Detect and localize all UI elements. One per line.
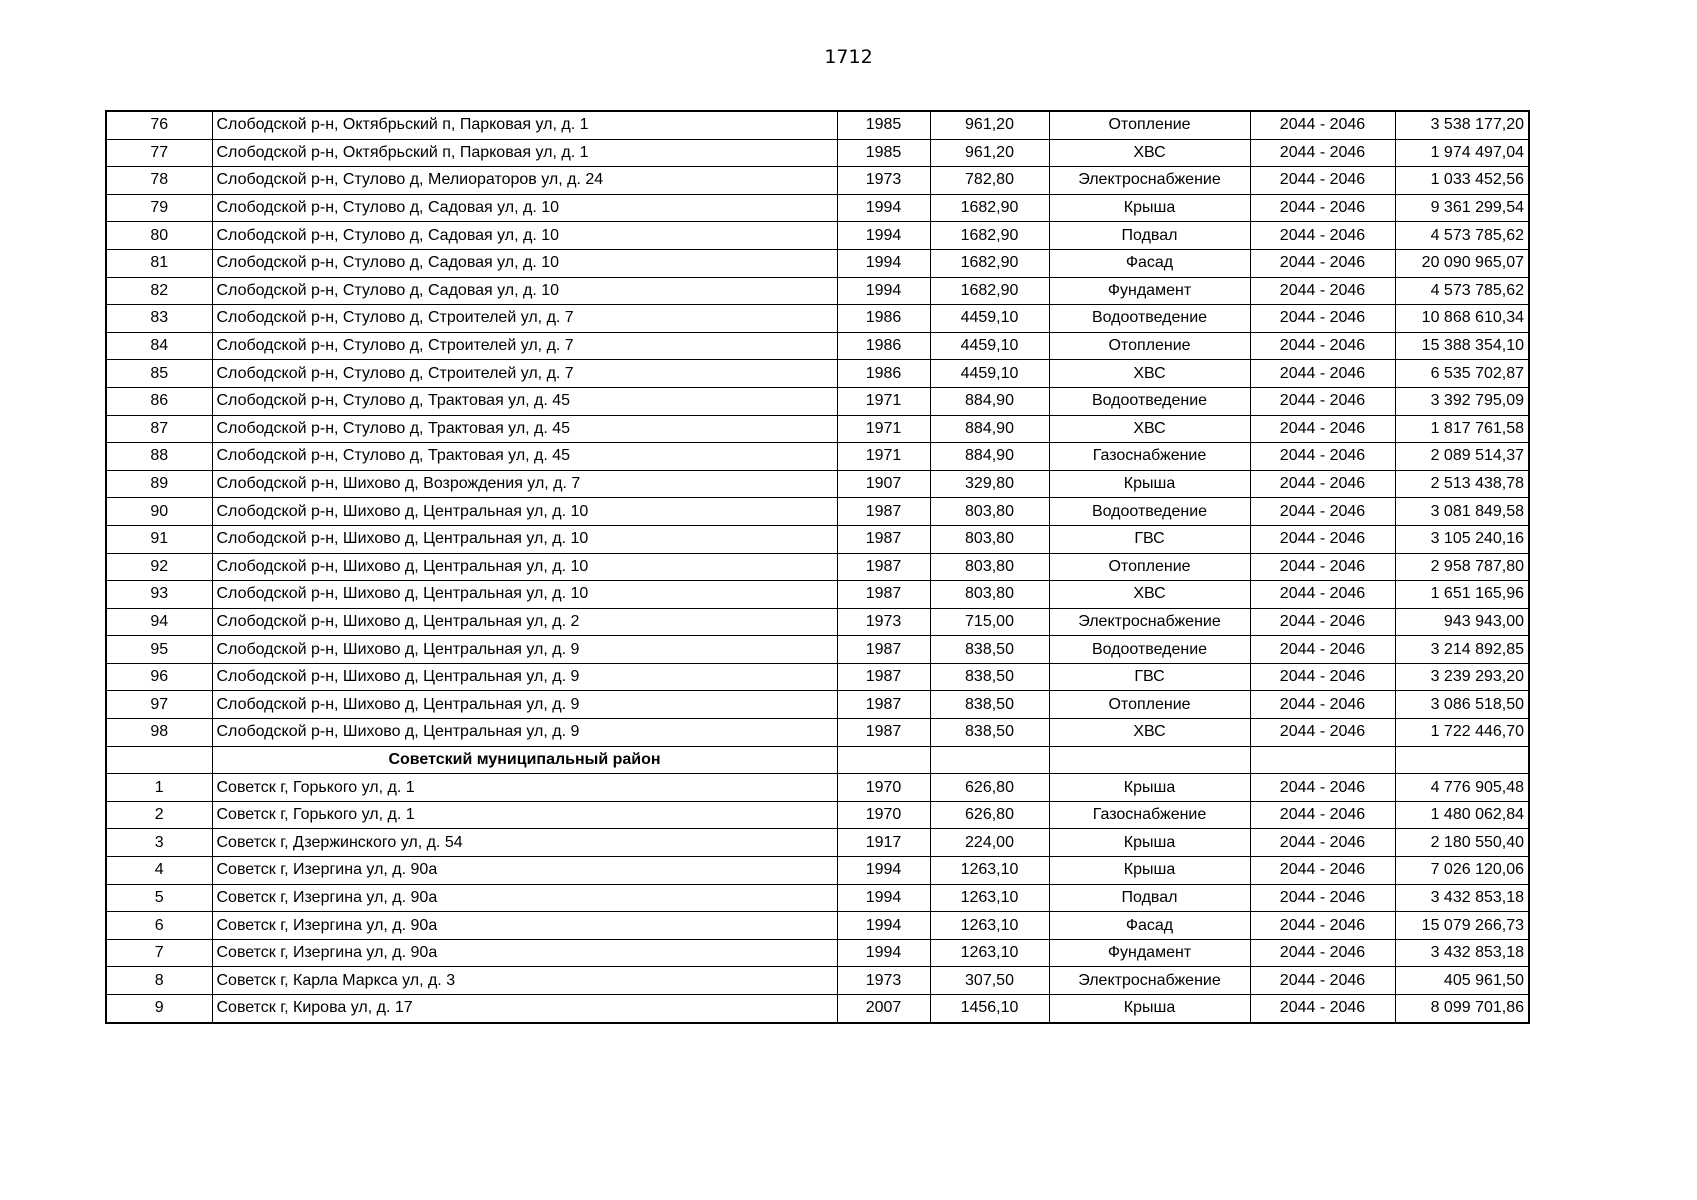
empty-cell: [930, 746, 1049, 774]
area-cell: 838,50: [930, 691, 1049, 719]
period-cell: 2044 - 2046: [1250, 912, 1395, 940]
work-type-cell: Отопление: [1049, 691, 1250, 719]
cost-cell: 405 961,50: [1395, 967, 1529, 995]
work-type-cell: Водоотведение: [1049, 387, 1250, 415]
area-cell: 1263,10: [930, 857, 1049, 885]
area-cell: 884,90: [930, 415, 1049, 443]
cost-cell: 3 239 293,20: [1395, 663, 1529, 691]
row-number: 9: [106, 995, 212, 1023]
address-cell: Слободской р-н, Стулово д, Садовая ул, д. 10: [212, 194, 837, 222]
table-row: [106, 111, 1529, 139]
cost-cell: 3 432 853,18: [1395, 884, 1529, 912]
period-cell: 2044 - 2046: [1250, 443, 1395, 471]
build-year-cell: 1970: [837, 774, 930, 802]
build-year-cell: 1987: [837, 581, 930, 609]
cost-cell: 1 651 165,96: [1395, 581, 1529, 609]
row-number: 4: [106, 857, 212, 885]
row-number: 76: [106, 111, 212, 139]
area-cell: 1263,10: [930, 912, 1049, 940]
cost-cell: 3 105 240,16: [1395, 525, 1529, 553]
address-cell: Советск г, Горького ул, д. 1: [212, 801, 837, 829]
cost-cell: 1 033 452,56: [1395, 167, 1529, 195]
address-cell: Слободской р-н, Октябрьский п, Парковая ул, д. 1: [212, 111, 837, 139]
table-row: [106, 719, 1529, 747]
cost-cell: 15 388 354,10: [1395, 332, 1529, 360]
section-header-row: [106, 746, 1529, 774]
period-cell: 2044 - 2046: [1250, 636, 1395, 664]
row-number: 7: [106, 939, 212, 967]
build-year-cell: 1907: [837, 470, 930, 498]
cost-cell: 2 513 438,78: [1395, 470, 1529, 498]
address-cell: Советск г, Изергина ул, д. 90а: [212, 939, 837, 967]
table-row: [106, 305, 1529, 333]
row-number: 1: [106, 774, 212, 802]
area-cell: 1456,10: [930, 995, 1049, 1023]
work-type-cell: Водоотведение: [1049, 636, 1250, 664]
work-type-cell: Фасад: [1049, 912, 1250, 940]
address-cell: Слободской р-н, Стулово д, Садовая ул, д. 10: [212, 277, 837, 305]
area-cell: 4459,10: [930, 305, 1049, 333]
address-cell: Слободской р-н, Шихово д, Центральная ул, д. 10: [212, 581, 837, 609]
period-cell: 2044 - 2046: [1250, 387, 1395, 415]
address-cell: Советск г, Дзержинского ул, д. 54: [212, 829, 837, 857]
table-row: [106, 194, 1529, 222]
work-type-cell: ГВС: [1049, 663, 1250, 691]
address-cell: Советск г, Горького ул, д. 1: [212, 774, 837, 802]
table-row: [106, 167, 1529, 195]
period-cell: 2044 - 2046: [1250, 167, 1395, 195]
table-row: [106, 470, 1529, 498]
build-year-cell: 1994: [837, 857, 930, 885]
area-cell: 1682,90: [930, 277, 1049, 305]
table-row: [106, 277, 1529, 305]
cost-cell: 1 722 446,70: [1395, 719, 1529, 747]
build-year-cell: 1994: [837, 939, 930, 967]
row-number: 93: [106, 581, 212, 609]
period-cell: 2044 - 2046: [1250, 525, 1395, 553]
area-cell: 961,20: [930, 111, 1049, 139]
work-type-cell: Электроснабжение: [1049, 608, 1250, 636]
row-number: 86: [106, 387, 212, 415]
work-type-cell: Фасад: [1049, 249, 1250, 277]
build-year-cell: 1987: [837, 636, 930, 664]
build-year-cell: 1994: [837, 277, 930, 305]
area-cell: 307,50: [930, 967, 1049, 995]
cost-cell: 3 538 177,20: [1395, 111, 1529, 139]
row-number: 81: [106, 249, 212, 277]
area-cell: 1682,90: [930, 222, 1049, 250]
area-cell: 626,80: [930, 801, 1049, 829]
table-row: [106, 801, 1529, 829]
area-cell: 838,50: [930, 663, 1049, 691]
cost-cell: 4 573 785,62: [1395, 222, 1529, 250]
build-year-cell: 1986: [837, 332, 930, 360]
row-number: 94: [106, 608, 212, 636]
address-cell: Слободской р-н, Шихово д, Центральная ул, д. 9: [212, 636, 837, 664]
period-cell: 2044 - 2046: [1250, 553, 1395, 581]
row-number: 90: [106, 498, 212, 526]
period-cell: 2044 - 2046: [1250, 249, 1395, 277]
work-type-cell: ХВС: [1049, 360, 1250, 388]
work-type-cell: Отопление: [1049, 553, 1250, 581]
area-cell: 4459,10: [930, 332, 1049, 360]
address-cell: Слободской р-н, Стулово д, Строителей ул, д. 7: [212, 332, 837, 360]
area-cell: 329,80: [930, 470, 1049, 498]
table-row: [106, 774, 1529, 802]
period-cell: 2044 - 2046: [1250, 608, 1395, 636]
build-year-cell: 1973: [837, 167, 930, 195]
cost-cell: 1 480 062,84: [1395, 801, 1529, 829]
table-row: [106, 691, 1529, 719]
work-type-cell: ХВС: [1049, 139, 1250, 167]
period-cell: 2044 - 2046: [1250, 470, 1395, 498]
area-cell: 961,20: [930, 139, 1049, 167]
empty-cell: [1250, 746, 1395, 774]
row-number: 8: [106, 967, 212, 995]
table-row: [106, 608, 1529, 636]
row-number: 96: [106, 663, 212, 691]
period-cell: 2044 - 2046: [1250, 222, 1395, 250]
area-cell: 838,50: [930, 719, 1049, 747]
cost-cell: 3 432 853,18: [1395, 939, 1529, 967]
table-row: [106, 360, 1529, 388]
area-cell: 1682,90: [930, 194, 1049, 222]
cost-cell: 10 868 610,34: [1395, 305, 1529, 333]
build-year-cell: 1994: [837, 884, 930, 912]
period-cell: 2044 - 2046: [1250, 719, 1395, 747]
cost-cell: 1 974 497,04: [1395, 139, 1529, 167]
work-type-cell: ХВС: [1049, 581, 1250, 609]
table-row: [106, 387, 1529, 415]
work-type-cell: Крыша: [1049, 774, 1250, 802]
table-row: [106, 857, 1529, 885]
area-cell: 715,00: [930, 608, 1049, 636]
period-cell: 2044 - 2046: [1250, 111, 1395, 139]
build-year-cell: 1985: [837, 139, 930, 167]
table-row: [106, 581, 1529, 609]
work-type-cell: Газоснабжение: [1049, 443, 1250, 471]
row-number: 89: [106, 470, 212, 498]
row-number: 88: [106, 443, 212, 471]
work-type-cell: Водоотведение: [1049, 498, 1250, 526]
period-cell: 2044 - 2046: [1250, 857, 1395, 885]
empty-cell: [106, 746, 212, 774]
build-year-cell: 1987: [837, 498, 930, 526]
row-number: 85: [106, 360, 212, 388]
cost-cell: 8 099 701,86: [1395, 995, 1529, 1023]
area-cell: 782,80: [930, 167, 1049, 195]
build-year-cell: 1970: [837, 801, 930, 829]
build-year-cell: 2007: [837, 995, 930, 1023]
work-type-cell: Фундамент: [1049, 939, 1250, 967]
address-cell: Советск г, Изергина ул, д. 90а: [212, 884, 837, 912]
period-cell: 2044 - 2046: [1250, 332, 1395, 360]
address-cell: Советск г, Кирова ул, д. 17: [212, 995, 837, 1023]
build-year-cell: 1987: [837, 663, 930, 691]
area-cell: 803,80: [930, 498, 1049, 526]
register-body: [106, 111, 1529, 1023]
empty-cell: [837, 746, 930, 774]
cost-cell: 3 081 849,58: [1395, 498, 1529, 526]
work-type-cell: Крыша: [1049, 470, 1250, 498]
work-type-cell: Подвал: [1049, 222, 1250, 250]
address-cell: Слободской р-н, Шихово д, Центральная ул, д. 9: [212, 719, 837, 747]
build-year-cell: 1987: [837, 691, 930, 719]
empty-cell: [1395, 746, 1529, 774]
build-year-cell: 1917: [837, 829, 930, 857]
table-row: [106, 222, 1529, 250]
row-number: 98: [106, 719, 212, 747]
cost-cell: 2 089 514,37: [1395, 443, 1529, 471]
cost-cell: 3 392 795,09: [1395, 387, 1529, 415]
period-cell: 2044 - 2046: [1250, 139, 1395, 167]
period-cell: 2044 - 2046: [1250, 995, 1395, 1023]
cost-cell: 9 361 299,54: [1395, 194, 1529, 222]
table-row: [106, 553, 1529, 581]
area-cell: 4459,10: [930, 360, 1049, 388]
table-row: [106, 498, 1529, 526]
row-number: 3: [106, 829, 212, 857]
period-cell: 2044 - 2046: [1250, 801, 1395, 829]
cost-cell: 2 180 550,40: [1395, 829, 1529, 857]
work-type-cell: Отопление: [1049, 332, 1250, 360]
table-row: [106, 663, 1529, 691]
area-cell: 803,80: [930, 553, 1049, 581]
area-cell: 1263,10: [930, 884, 1049, 912]
table-row: [106, 912, 1529, 940]
area-cell: 838,50: [930, 636, 1049, 664]
row-number: 80: [106, 222, 212, 250]
cost-cell: 1 817 761,58: [1395, 415, 1529, 443]
table-row: [106, 967, 1529, 995]
row-number: 79: [106, 194, 212, 222]
build-year-cell: 1971: [837, 415, 930, 443]
table-row: [106, 829, 1529, 857]
row-number: 82: [106, 277, 212, 305]
row-number: 95: [106, 636, 212, 664]
address-cell: Советск г, Изергина ул, д. 90а: [212, 912, 837, 940]
work-type-cell: ГВС: [1049, 525, 1250, 553]
area-cell: 224,00: [930, 829, 1049, 857]
work-type-cell: Водоотведение: [1049, 305, 1250, 333]
period-cell: 2044 - 2046: [1250, 498, 1395, 526]
cost-cell: 6 535 702,87: [1395, 360, 1529, 388]
row-number: 84: [106, 332, 212, 360]
address-cell: Советск г, Карла Маркса ул, д. 3: [212, 967, 837, 995]
table-row: [106, 995, 1529, 1023]
cost-cell: 15 079 266,73: [1395, 912, 1529, 940]
row-number: 91: [106, 525, 212, 553]
table-row: [106, 636, 1529, 664]
period-cell: 2044 - 2046: [1250, 360, 1395, 388]
page-number: 1712: [824, 46, 873, 68]
address-cell: Советск г, Изергина ул, д. 90а: [212, 857, 837, 885]
row-number: 87: [106, 415, 212, 443]
work-type-cell: Отопление: [1049, 111, 1250, 139]
period-cell: 2044 - 2046: [1250, 939, 1395, 967]
address-cell: Слободской р-н, Стулово д, Трактовая ул, д. 45: [212, 387, 837, 415]
work-type-cell: ХВС: [1049, 415, 1250, 443]
work-type-cell: Газоснабжение: [1049, 801, 1250, 829]
area-cell: 1263,10: [930, 939, 1049, 967]
period-cell: 2044 - 2046: [1250, 774, 1395, 802]
build-year-cell: 1986: [837, 305, 930, 333]
address-cell: Слободской р-н, Шихово д, Центральная ул, д. 9: [212, 691, 837, 719]
area-cell: 803,80: [930, 581, 1049, 609]
area-cell: 803,80: [930, 525, 1049, 553]
cost-cell: 4 776 905,48: [1395, 774, 1529, 802]
table-row: [106, 525, 1529, 553]
cost-cell: 943 943,00: [1395, 608, 1529, 636]
cost-cell: 20 090 965,07: [1395, 249, 1529, 277]
repair-register-table: [105, 110, 1530, 1024]
period-cell: 2044 - 2046: [1250, 829, 1395, 857]
work-type-cell: Крыша: [1049, 829, 1250, 857]
period-cell: 2044 - 2046: [1250, 691, 1395, 719]
table-row: [106, 443, 1529, 471]
period-cell: 2044 - 2046: [1250, 415, 1395, 443]
build-year-cell: 1987: [837, 719, 930, 747]
table-row: [106, 332, 1529, 360]
build-year-cell: 1973: [837, 608, 930, 636]
row-number: 5: [106, 884, 212, 912]
address-cell: Слободской р-н, Шихово д, Возрождения ул, д. 7: [212, 470, 837, 498]
work-type-cell: Фундамент: [1049, 277, 1250, 305]
build-year-cell: 1973: [837, 967, 930, 995]
table-row: [106, 139, 1529, 167]
address-cell: Слободской р-н, Шихово д, Центральная ул, д. 10: [212, 525, 837, 553]
address-cell: Слободской р-н, Шихово д, Центральная ул, д. 10: [212, 498, 837, 526]
build-year-cell: 1971: [837, 443, 930, 471]
work-type-cell: Подвал: [1049, 884, 1250, 912]
build-year-cell: 1985: [837, 111, 930, 139]
empty-cell: [1049, 746, 1250, 774]
period-cell: 2044 - 2046: [1250, 194, 1395, 222]
table-row: [106, 249, 1529, 277]
cost-cell: 4 573 785,62: [1395, 277, 1529, 305]
row-number: 77: [106, 139, 212, 167]
section-title: Советский муниципальный район: [212, 746, 837, 774]
build-year-cell: 1994: [837, 194, 930, 222]
work-type-cell: ХВС: [1049, 719, 1250, 747]
work-type-cell: Крыша: [1049, 995, 1250, 1023]
work-type-cell: Крыша: [1049, 857, 1250, 885]
work-type-cell: Электроснабжение: [1049, 167, 1250, 195]
address-cell: Слободской р-н, Стулово д, Строителей ул, д. 7: [212, 360, 837, 388]
row-number: 92: [106, 553, 212, 581]
address-cell: Слободской р-н, Стулово д, Строителей ул, д. 7: [212, 305, 837, 333]
address-cell: Слободской р-н, Стулово д, Мелиораторов ул, д. 24: [212, 167, 837, 195]
period-cell: 2044 - 2046: [1250, 305, 1395, 333]
build-year-cell: 1994: [837, 222, 930, 250]
build-year-cell: 1987: [837, 525, 930, 553]
period-cell: 2044 - 2046: [1250, 581, 1395, 609]
address-cell: Слободской р-н, Шихово д, Центральная ул, д. 2: [212, 608, 837, 636]
table-row: [106, 415, 1529, 443]
build-year-cell: 1994: [837, 249, 930, 277]
cost-cell: 3 214 892,85: [1395, 636, 1529, 664]
period-cell: 2044 - 2046: [1250, 277, 1395, 305]
address-cell: Слободской р-н, Стулово д, Садовая ул, д. 10: [212, 222, 837, 250]
area-cell: 884,90: [930, 443, 1049, 471]
address-cell: Слободской р-н, Стулово д, Трактовая ул, д. 45: [212, 415, 837, 443]
row-number: 97: [106, 691, 212, 719]
cost-cell: 7 026 120,06: [1395, 857, 1529, 885]
table-row: [106, 884, 1529, 912]
address-cell: Слободской р-н, Стулово д, Трактовая ул, д. 45: [212, 443, 837, 471]
period-cell: 2044 - 2046: [1250, 884, 1395, 912]
period-cell: 2044 - 2046: [1250, 663, 1395, 691]
area-cell: 626,80: [930, 774, 1049, 802]
build-year-cell: 1971: [837, 387, 930, 415]
cost-cell: 3 086 518,50: [1395, 691, 1529, 719]
work-type-cell: Электроснабжение: [1049, 967, 1250, 995]
build-year-cell: 1986: [837, 360, 930, 388]
address-cell: Слободской р-н, Шихово д, Центральная ул, д. 10: [212, 553, 837, 581]
build-year-cell: 1994: [837, 912, 930, 940]
row-number: 78: [106, 167, 212, 195]
table-row: [106, 939, 1529, 967]
row-number: 83: [106, 305, 212, 333]
row-number: 6: [106, 912, 212, 940]
period-cell: 2044 - 2046: [1250, 967, 1395, 995]
cost-cell: 2 958 787,80: [1395, 553, 1529, 581]
area-cell: 1682,90: [930, 249, 1049, 277]
address-cell: Слободской р-н, Октябрьский п, Парковая ул, д. 1: [212, 139, 837, 167]
work-type-cell: Крыша: [1049, 194, 1250, 222]
address-cell: Слободской р-н, Шихово д, Центральная ул, д. 9: [212, 663, 837, 691]
address-cell: Слободской р-н, Стулово д, Садовая ул, д. 10: [212, 249, 837, 277]
build-year-cell: 1987: [837, 553, 930, 581]
area-cell: 884,90: [930, 387, 1049, 415]
row-number: 2: [106, 801, 212, 829]
